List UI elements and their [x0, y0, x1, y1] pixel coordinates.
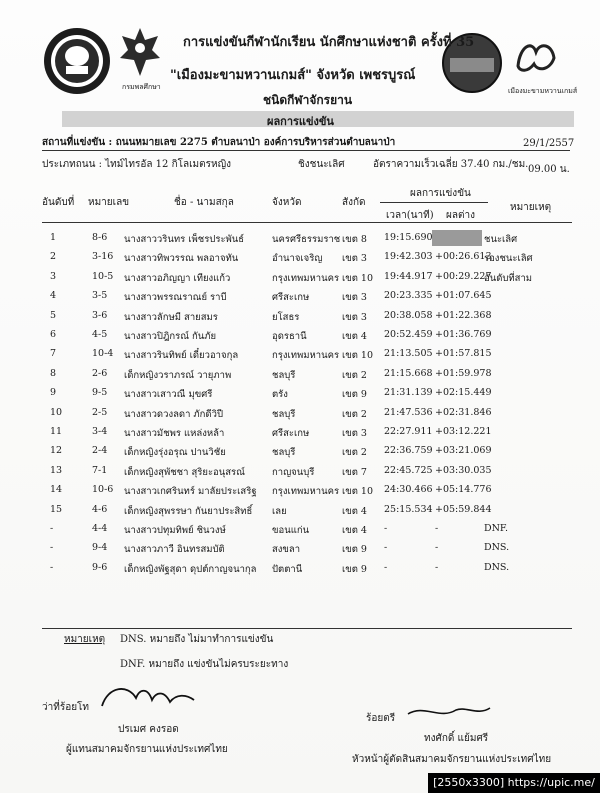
table-row — [0, 465, 600, 485]
remarks-dns: DNS. หมายถึง ไม่มาทำการแข่งขัน — [120, 634, 274, 645]
cell-zone: เขต 7 — [342, 466, 367, 478]
table-row — [0, 368, 600, 388]
cell-time: 22:27.911 — [384, 426, 433, 437]
cell-zone: เขต 3 — [342, 253, 367, 265]
cell-province: ชลบุรี — [272, 369, 296, 381]
cell-bib: 9-6 — [92, 561, 108, 573]
logo-left-caption: กรมพลศึกษา — [122, 83, 161, 91]
table-row — [0, 290, 600, 310]
cell-rank: 7 — [50, 348, 57, 360]
cell-bib: 4-5 — [92, 329, 108, 340]
cell-rank: - — [50, 523, 54, 534]
cell-rank: 8 — [50, 367, 57, 379]
cell-zone: เขต 2 — [342, 447, 367, 459]
cell-time: 19:15.690 — [384, 232, 433, 243]
cell-name: เด็กหญิงพัฐสุดา ดุปต์กาญจนากุล — [124, 563, 257, 575]
seal-logo — [40, 26, 114, 96]
cell-time: 21:13.505 — [384, 348, 433, 360]
cell-rank: 13 — [50, 464, 63, 476]
mascot-logo — [510, 36, 560, 78]
table-row — [0, 407, 600, 427]
cell-province: ปัตตานี — [272, 563, 303, 575]
cell-bib: 8-6 — [92, 232, 108, 243]
table-row — [0, 271, 600, 291]
cell-name: นางสาวปทุมทิพย์ ชินวงษ์ — [124, 525, 226, 536]
cell-note: อันดับที่สาม — [484, 272, 533, 284]
table-row — [0, 426, 600, 446]
event-time: 09.00 น. — [528, 164, 570, 175]
cell-diff: +03:30.035 — [435, 464, 492, 476]
cell-zone: เขต 8 — [342, 234, 367, 245]
cell-rank: 15 — [50, 503, 63, 515]
cell-province: กาญจนบุรี — [272, 466, 315, 478]
cell-name: นางสาวเสาวณี มุขศรี — [124, 389, 213, 401]
cell-bib: 9-5 — [92, 387, 108, 399]
left-sign-name: ปรเมศ คงรอด — [118, 724, 179, 735]
cell-rank: 12 — [50, 445, 63, 457]
cell-time: - — [384, 523, 388, 534]
cell-rank: 11 — [50, 426, 63, 437]
cell-zone: เขต 3 — [342, 311, 367, 323]
cell-rank: 14 — [50, 484, 63, 496]
cell-note: DNS. — [484, 561, 510, 573]
cell-rank: 5 — [50, 309, 57, 321]
cell-bib: 2-4 — [92, 445, 108, 457]
table-row — [0, 523, 600, 543]
event-speed: อัตราความเร็วเฉลี่ย 37.40 กม./ชม. — [373, 159, 529, 170]
cell-rank: 3 — [50, 270, 57, 282]
cell-diff: +01:57.815 — [435, 348, 492, 360]
cell-diff: +05:59.844 — [435, 503, 492, 515]
cell-bib: 10-6 — [92, 484, 114, 496]
cell-name: นางสาวลักษมี สายสมร — [124, 311, 218, 323]
table-row — [0, 348, 600, 368]
table-row — [0, 445, 600, 465]
cell-zone: เขต 2 — [342, 369, 367, 381]
cell-name: นางสาวพรรณราณย์ ราบี — [124, 292, 227, 304]
cell-bib: 7-1 — [92, 464, 108, 476]
garuda-logo — [118, 26, 162, 82]
cell-time: 22:45.725 — [384, 464, 433, 476]
cell-rank: - — [50, 561, 54, 573]
venue: สถานที่แข่งขัน : ถนนหมายเลข 2275 ตำบลนาป่า องค์การบริหารส่วนตำบลนาป่า — [42, 137, 396, 148]
cell-province: กรุงเทพมหานคร — [272, 272, 340, 284]
title-line1: การแข่งขันกีฬานักเรียน นักศึกษาแห่งชาติ ครั้งที่ 35 — [183, 35, 475, 50]
cell-rank: 10 — [50, 406, 63, 418]
col-zone: สังกัด — [342, 197, 366, 208]
cell-name: เด็กหญิงสุพรรษา กันยาประสิทธิ์ — [124, 505, 253, 517]
cell-rank: 4 — [50, 290, 57, 302]
cell-rank: 2 — [50, 251, 57, 263]
cell-zone: เขต 10 — [342, 350, 374, 362]
cell-zone: เขต 9 — [342, 389, 367, 401]
cell-province: ตรัง — [272, 389, 288, 401]
cell-bib: 4-4 — [92, 523, 108, 534]
cell-diff: +05:14.776 — [435, 484, 492, 496]
cell-time: 19:44.917 — [384, 270, 433, 282]
table-row — [0, 562, 600, 582]
cell-diff: +03:12.221 — [435, 426, 492, 437]
cell-zone: เขต 10 — [342, 272, 374, 284]
cell-bib: 3-5 — [92, 290, 108, 302]
cell-bib: 3-6 — [92, 309, 108, 321]
cell-name: นางสาวทิพวรรณ พลอาจทัน — [124, 253, 239, 265]
cell-bib: 10-4 — [92, 348, 114, 360]
left-sign-prefix: ว่าที่ร้อยโท — [42, 702, 90, 713]
cell-time: 19:42.303 — [384, 251, 433, 263]
table-bottom-line — [42, 628, 572, 629]
cell-diff: +00:26.613 — [435, 251, 492, 263]
cell-zone: เขต 4 — [342, 331, 367, 342]
right-sign-title: หัวหน้าผู้ตัดสินสมาคมจักรยานแห่งประเทศไทย — [352, 754, 552, 765]
event-type: ประเภทถนน : ไทม์ไทรอัล 12 กิโลเมตรหญิง — [42, 159, 231, 170]
cell-diff: - — [435, 523, 439, 534]
cell-note: รองชนะเลิศ — [484, 253, 533, 265]
table-row — [0, 232, 600, 252]
cell-province: ขอนแก่น — [272, 525, 310, 536]
cell-name: นางสาวเกศรินทร์ มาลัยประเสริฐ — [124, 486, 257, 498]
cell-time: - — [384, 542, 388, 554]
cell-diff: +03:21.069 — [435, 445, 492, 457]
cell-time: 20:38.058 — [384, 309, 433, 321]
right-sign-prefix: ร้อยตรี — [366, 713, 396, 724]
cell-zone: เขต 4 — [342, 525, 367, 536]
cell-province: นครศรีธรรมราช — [272, 234, 341, 245]
cell-bib: 2-5 — [92, 406, 108, 418]
cell-time: 24:30.466 — [384, 484, 433, 496]
cell-zone: เขต 2 — [342, 408, 367, 420]
col-result: ผลการแข่งขัน — [410, 188, 471, 199]
left-signature-icon — [98, 680, 198, 718]
sport-name: ชนิดกีฬาจักรยาน — [263, 93, 353, 107]
cell-diff: +01:36.769 — [435, 329, 492, 340]
left-sign-title: ผู้แทนสมาคมจักรยานแห่งประเทศไทย — [66, 744, 228, 755]
cell-time: 21:47.536 — [384, 406, 433, 418]
cell-diff: +01:22.368 — [435, 309, 492, 321]
cell-province: กรุงเทพมหานคร — [272, 486, 340, 498]
cell-diff: +02:31.846 — [435, 406, 492, 418]
cell-note: DNF. — [484, 523, 509, 534]
table-row — [0, 484, 600, 504]
cell-province: ยโสธร — [272, 311, 300, 323]
cell-zone: เขต 3 — [342, 292, 367, 304]
cell-diff: +01:59.978 — [435, 367, 492, 379]
col-bib: หมายเลข — [88, 197, 130, 208]
cell-province: ศรีสะเกษ — [272, 428, 310, 439]
cell-bib: 9-4 — [92, 542, 108, 554]
divider — [42, 150, 570, 151]
cell-province: ชลบุรี — [272, 447, 296, 459]
cell-zone: เขต 10 — [342, 486, 374, 498]
table-row — [0, 504, 600, 524]
cell-time: 20:52.459 — [384, 329, 433, 340]
cell-diff: +02:15.449 — [435, 387, 492, 399]
cell-name: นางสาววรินทร เพ็ชรประพันธ์ — [124, 234, 245, 245]
cell-rank: 9 — [50, 387, 57, 399]
cell-time: - — [384, 561, 388, 573]
cell-province: เลย — [272, 505, 287, 517]
title-line2: "เมืองมะขามหวานเกมส์" จังหวัด เพชรบูรณ์ — [170, 68, 416, 83]
cell-name: เด็กหญิงสุพัชชา สุริยะอนุสรณ์ — [124, 466, 245, 478]
cell-name: เด็กหญิงรุ่งอรุณ ปานวิชัย — [124, 447, 226, 459]
cell-zone: เขต 9 — [342, 563, 367, 575]
col-name: ชื่อ - นามสกุล — [174, 197, 234, 208]
cell-zone: เขต 9 — [342, 544, 367, 556]
cell-province: อุดรธานี — [272, 331, 307, 342]
cell-rank: 6 — [50, 329, 57, 340]
cell-province: ศรีสะเกษ — [272, 292, 310, 304]
cell-time: 25:15.534 — [384, 503, 433, 515]
remarks-dnf: DNF. หมายถึง แข่งขันไม่ครบระยะทาง — [120, 659, 289, 670]
cell-zone: เขต 3 — [342, 428, 367, 439]
cell-name: นางสาวรินทิพย์ เดี๋ยวอาจกุล — [124, 350, 239, 362]
cell-time: 21:15.668 — [384, 367, 433, 379]
col-province: จังหวัด — [272, 197, 302, 208]
cell-bib: 4-6 — [92, 503, 108, 515]
cell-zone: เขต 4 — [342, 505, 367, 517]
cell-note: DNS. — [484, 542, 510, 554]
col-rank: อันดับที่ — [42, 197, 75, 208]
cell-province: กรุงเทพมหานคร — [272, 350, 340, 362]
table-row — [0, 251, 600, 271]
results-banner — [62, 111, 574, 127]
table-row — [0, 310, 600, 330]
cell-name: นางสาวดวงลดา ภักดีวิปี — [124, 408, 223, 420]
cell-diff: +00:29.227 — [435, 270, 492, 282]
table-row — [0, 387, 600, 407]
col-time: เวลา(นาที) — [386, 210, 434, 221]
cell-name: นางสาวอภิญญา เทียงแก้ว — [124, 272, 231, 284]
cell-bib: 10-5 — [92, 270, 114, 282]
cell-diff: +01:07.645 — [435, 290, 492, 302]
cell-name: เด็กหญิงวราภรณ์ วายุภาพ — [124, 369, 232, 381]
event-winner: ชิงชนะเลิศ — [298, 159, 345, 170]
remarks-label: หมายเหตุ — [64, 634, 106, 645]
logo-right-caption: เมืองมะขามหวานเกมส์ — [508, 87, 578, 95]
image-size-tag: [2550x3300] https://upic.me/ — [428, 773, 600, 793]
table-row — [0, 542, 600, 562]
cell-time: 21:31.139 — [384, 387, 433, 399]
cell-rank: 1 — [50, 232, 57, 243]
cell-bib: 2-6 — [92, 367, 108, 379]
cell-time: 22:36.759 — [384, 445, 433, 457]
date: 29/1/2557 — [523, 138, 575, 149]
right-sign-name: ทงศักดิ์ แย้มศรี — [424, 733, 489, 744]
cell-name: นางสาวปิฎิกรณ์ กันภัย — [124, 331, 217, 342]
cell-name: นางสาวภาวี อินทรสมบัติ — [124, 544, 225, 556]
cell-rank: - — [50, 542, 54, 554]
cell-diff: - — [435, 542, 439, 554]
cell-note: ชนะเลิศ — [484, 234, 518, 245]
banner-text: ผลการแข่งขัน — [267, 115, 334, 128]
cell-name: นางสาวมัชพร แหล่งหล้า — [124, 428, 225, 439]
cell-time: 20:23.335 — [384, 290, 433, 302]
table-row — [0, 329, 600, 349]
header-underline — [42, 222, 572, 223]
cell-bib: 3-4 — [92, 426, 108, 437]
cell-bib: 3-16 — [92, 251, 114, 263]
right-signature-icon — [404, 700, 494, 724]
cell-province: อำนาจเจริญ — [272, 253, 323, 265]
cell-province: ชลบุรี — [272, 408, 296, 420]
col-note: หมายเหตุ — [510, 202, 552, 213]
cell-province: สงขลา — [272, 544, 301, 556]
result-underline — [380, 202, 488, 203]
col-diff: ผลต่าง — [446, 210, 475, 221]
cell-diff: - — [435, 561, 439, 573]
